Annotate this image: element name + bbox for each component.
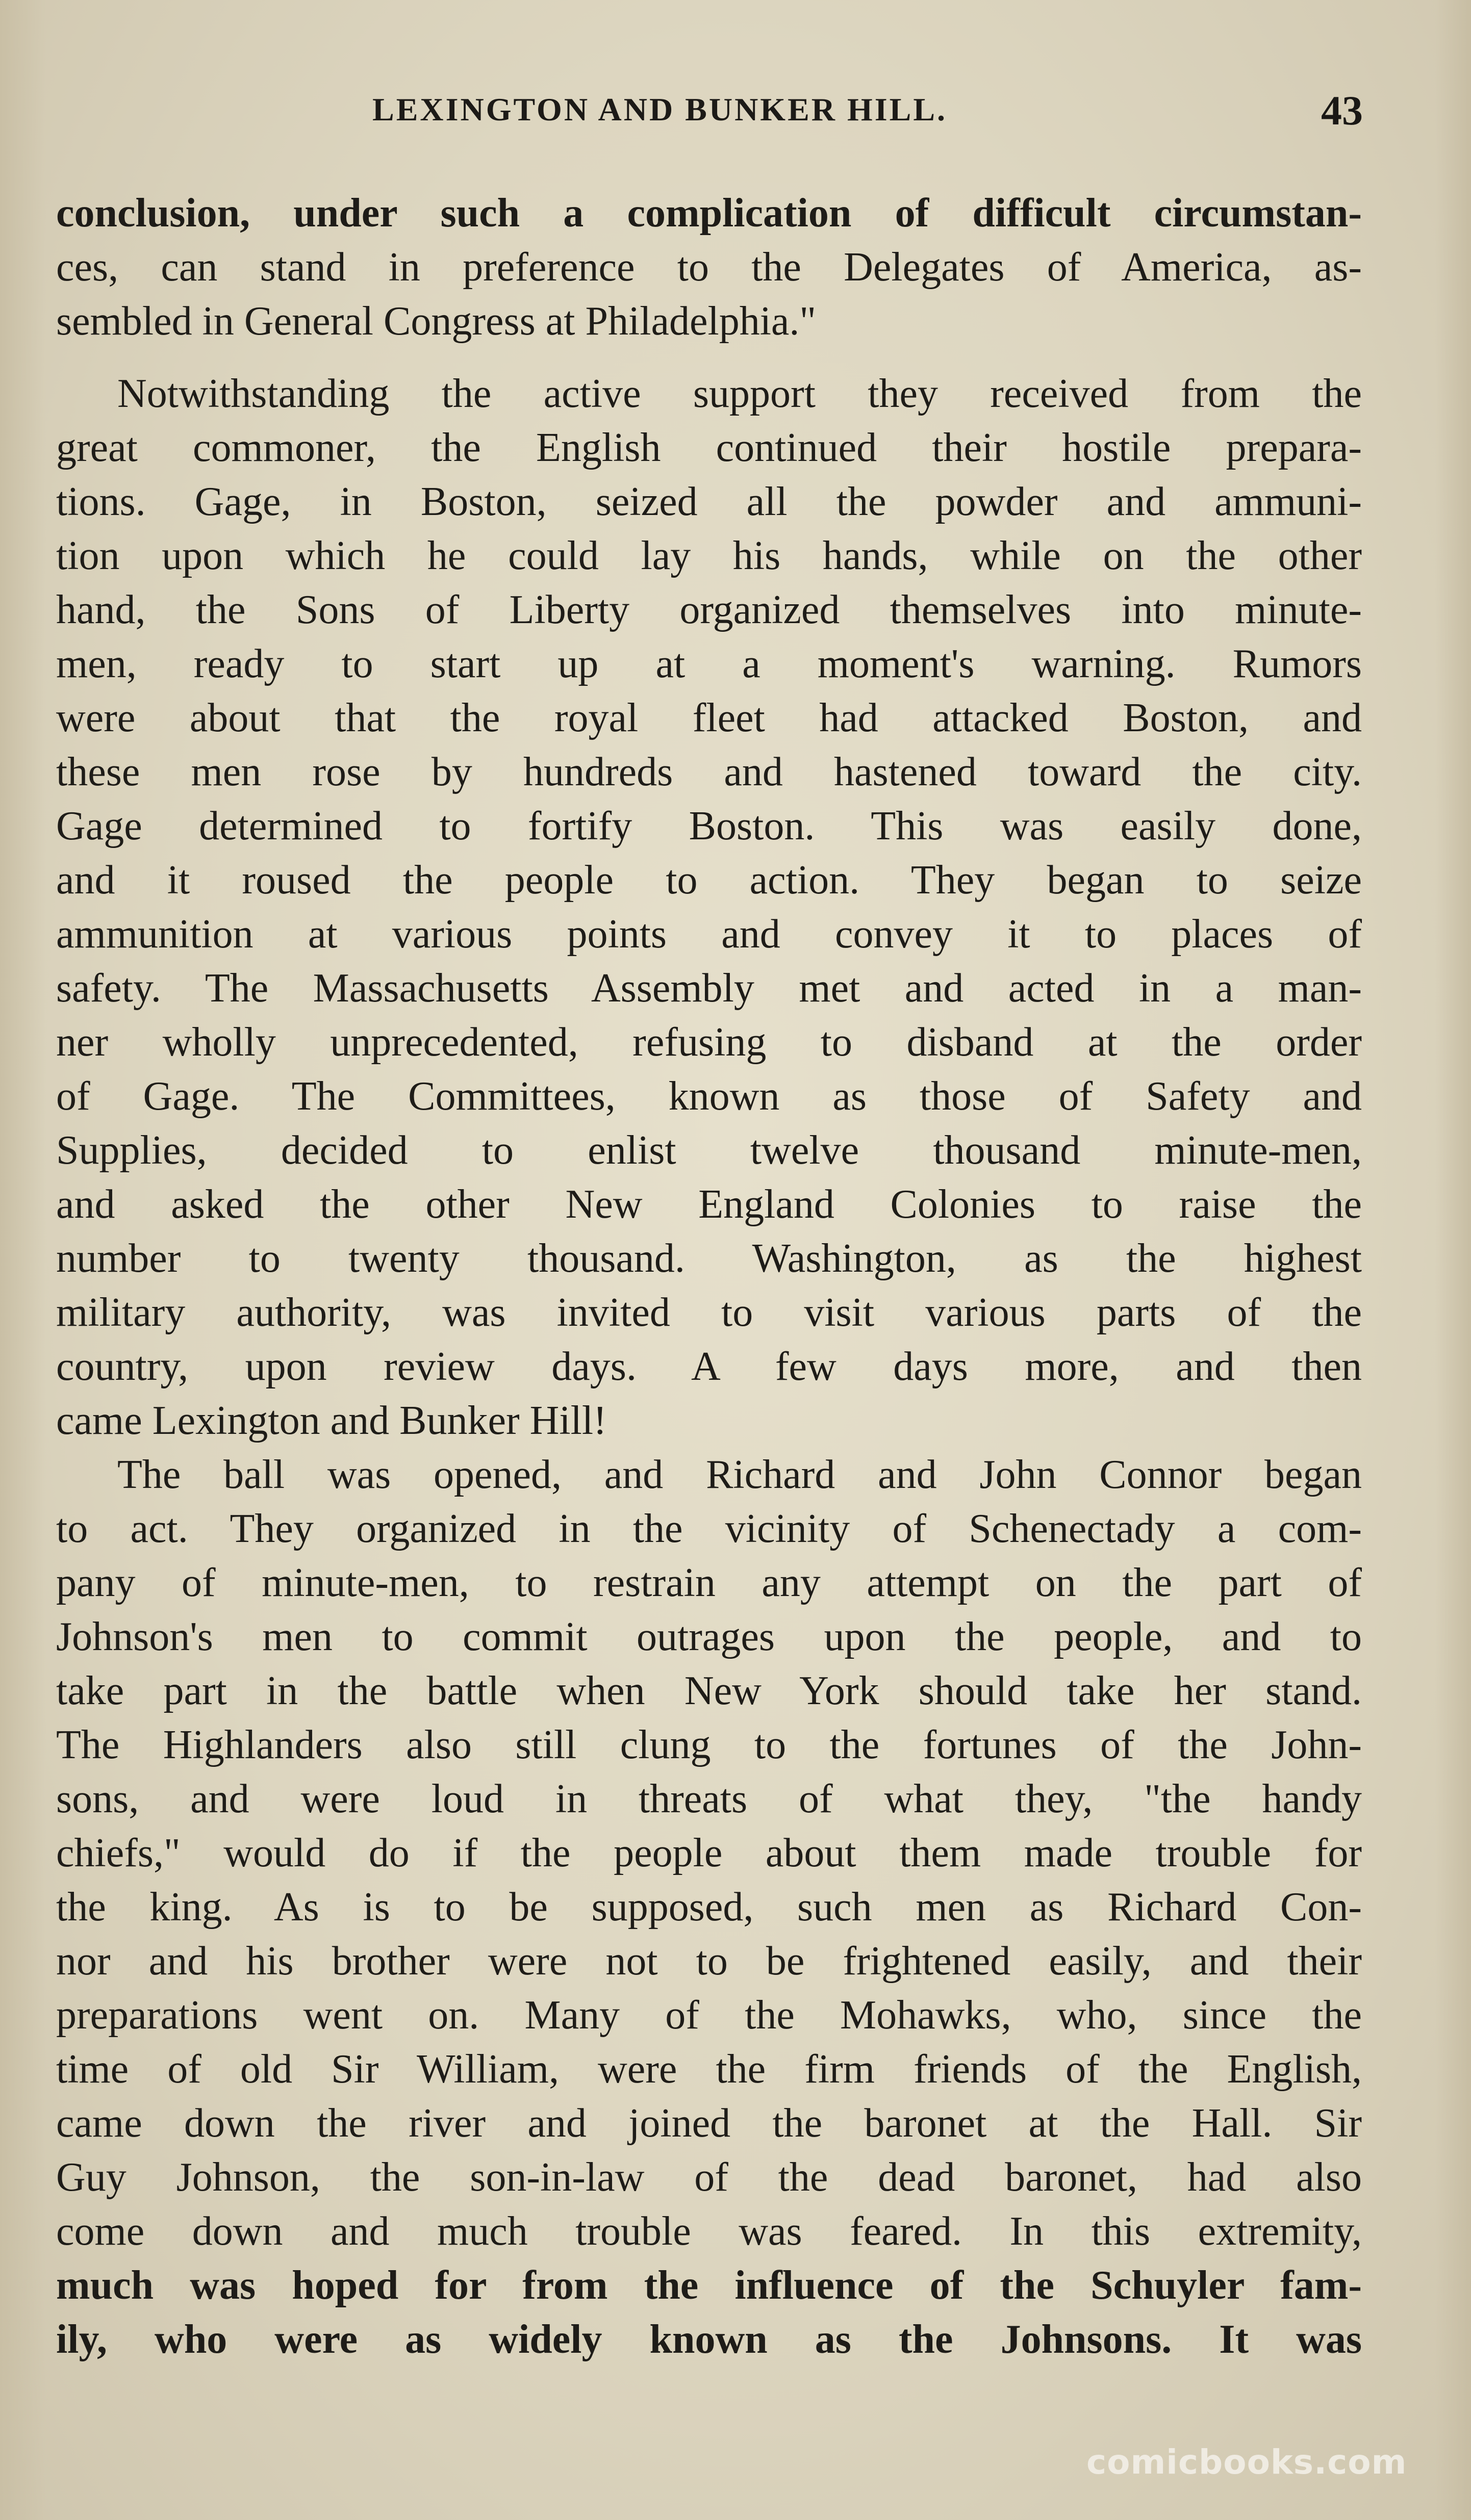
text-line: time of old Sir William, were the firm friends of the English, <box>56 2047 1362 2092</box>
paragraph <box>56 367 1362 1448</box>
text-line: sons, and were loud in threats of what they, "the handy <box>56 1777 1362 1821</box>
text-line: ces, can stand in preference to the Delegates of America, as- <box>56 245 1362 290</box>
text-line: preparations went on. Many of the Mohawks, who, since the <box>56 1993 1362 2038</box>
text-line: pany of minute-men, to restrain any attempt on the part of <box>56 1560 1362 1605</box>
text-line: Guy Johnson, the son-in-law of the dead baronet, had also <box>56 2155 1362 2200</box>
text-line: the king. As is to be supposed, such men as Richard Con- <box>56 1885 1362 1930</box>
running-title: LEXINGTON AND BUNKER HILL. <box>372 91 948 127</box>
text-line: ner wholly unprecedented, refusing to disband at the order <box>56 1020 1362 1065</box>
text-line: number to twenty thousand. Washington, as the highest <box>56 1236 1362 1281</box>
text-line: country, upon review days. A few days more, and then <box>56 1344 1362 1389</box>
text-line: came Lexington and Bunker Hill! <box>56 1398 607 1443</box>
text-line: much was hoped for from the influence of the Schuyler fam- <box>56 2263 1362 2308</box>
text-line: chiefs," would do if the people about them made trouble for <box>56 1831 1362 1875</box>
text-line: tion upon which he could lay his hands, while on the other <box>56 533 1362 578</box>
text-line: and asked the other New England Colonies to raise the <box>56 1182 1362 1227</box>
text-line: conclusion, under such a complication of difficult circumstan- <box>56 191 1362 236</box>
page-edge-shadow-right <box>1435 0 1471 2520</box>
text-line: tions. Gage, in Boston, seized all the powder and ammuni- <box>56 479 1362 524</box>
text-line: great commoner, the English continued their hostile prepara- <box>56 425 1362 470</box>
text-line: ily, who were as widely known as the Johnsons. It was <box>56 2317 1362 2362</box>
paragraph-gap <box>56 348 1362 367</box>
text-line: were about that the royal fleet had attacked Boston, and <box>56 696 1362 740</box>
text-line: ammunition at various points and convey it to places of <box>56 912 1362 957</box>
text-line: came down the river and joined the baronet at the Hall. Sir <box>56 2101 1362 2146</box>
page-edge-shadow-left <box>0 0 46 2520</box>
text-line: military authority, was invited to visit various parts of the <box>56 1290 1362 1335</box>
text-line: safety. The Massachusetts Assembly met and acted in a man- <box>56 966 1362 1011</box>
text-line: these men rose by hundreds and hastened toward the city. <box>56 750 1362 794</box>
text-line: sembled in General Congress at Philadelphia." <box>56 299 817 344</box>
text-line: and it roused the people to action. They began to seize <box>56 858 1362 903</box>
text-line: take part in the battle when New York should take her stand. <box>56 1668 1362 1713</box>
page-number: 43 <box>1321 87 1363 134</box>
text-line: of Gage. The Committees, known as those of Safety and <box>56 1074 1362 1119</box>
text-line: Gage determined to fortify Boston. This was easily done, <box>56 804 1362 848</box>
site-watermark: comicbooks.com <box>1086 2442 1407 2482</box>
text-line: The Highlanders also still clung to the fortunes of the John- <box>56 1722 1362 1767</box>
text-line: nor and his brother were not to be frightened easily, and their <box>56 1939 1362 1984</box>
text-line: come down and much trouble was feared. In this extremity, <box>56 2209 1362 2254</box>
text-line: men, ready to start up at a moment's warning. Rumors <box>56 641 1362 686</box>
text-line: Notwithstanding the active support they received from the <box>117 371 1362 416</box>
text-line: The ball was opened, and Richard and John Connor began <box>117 1452 1362 1497</box>
text-line: Supplies, decided to enlist twelve thousand minute-men, <box>56 1128 1362 1173</box>
text-line: Johnson's men to commit outrages upon the people, and to <box>56 1614 1362 1659</box>
body-text <box>56 186 1362 2367</box>
text-line: hand, the Sons of Liberty organized themselves into minute- <box>56 587 1362 632</box>
paragraph <box>56 1448 1362 2367</box>
paragraph <box>56 186 1362 348</box>
text-line: to act. They organized in the vicinity of Schenectady a com- <box>56 1506 1362 1551</box>
